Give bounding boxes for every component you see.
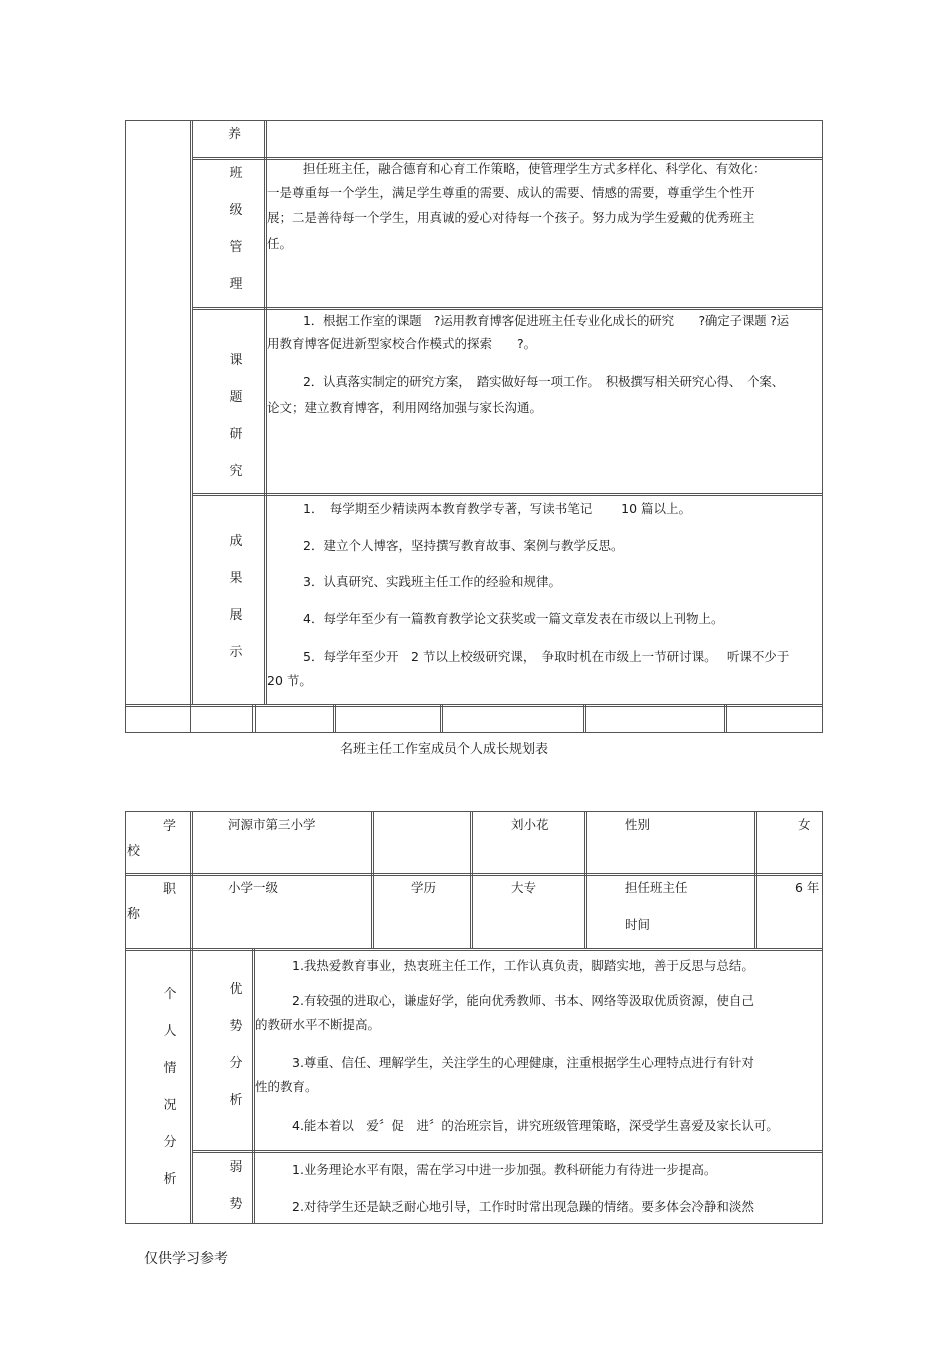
footer-note: 仅供学习参考 — [144, 1251, 228, 1267]
label-char: 课 — [229, 353, 243, 368]
label-char: 势 — [229, 1019, 243, 1034]
label-char: 势 — [229, 1197, 243, 1212]
headteacher-years: 6 年 — [795, 880, 820, 895]
research-item-1: 1．根据工作室的课题 ?运用教育博客促进班主任专业化成长的研究 ?确定子课题 ?运 — [303, 313, 789, 328]
strength-analysis-label — [216, 978, 256, 1108]
class-management-text: 展；二是善待每一个学生，用真诚的爱心对待每一个孩子。努力成为学生爱戴的优秀班主 — [267, 210, 755, 225]
title-value: 小学一级 — [228, 880, 279, 895]
label-char: 果 — [229, 571, 243, 586]
label-char: 究 — [229, 464, 243, 479]
label-char: 人 — [163, 1024, 177, 1039]
label-char: 展 — [229, 608, 243, 623]
name-value: 刘小花 — [511, 817, 549, 832]
research-item-1-cont: 用教育博客促进新型家校合作模式的探索 ?。 — [267, 336, 537, 351]
achievement-item: 5．每学年至少开 2 节以上校级研究课， 争取时机在市级上一节研讨课。 听课不少于 — [303, 649, 790, 664]
strength-item-cont: 的教研水平不断提高。 — [255, 1017, 381, 1032]
label-char: 管 — [229, 240, 243, 255]
label-char: 析 — [229, 1093, 243, 1108]
label-char: 情 — [163, 1061, 177, 1076]
label-char: 分 — [163, 1135, 177, 1150]
strength-item-cont: 性的教育。 — [255, 1079, 318, 1094]
education-label: 学历 — [411, 880, 437, 895]
row-label-yang: 养 — [228, 127, 242, 142]
label-char: 况 — [163, 1098, 177, 1113]
achievement-item: 2．建立个人博客，坚持撰写教育故事、案例与教学反思。 — [303, 538, 624, 553]
table-caption: 名班主任工作室成员个人成长规划表 — [340, 742, 549, 757]
strength-item: 1.我热爱教育事业，热衷班主任工作，工作认真负责，脚踏实地，善于反思与总结。 — [292, 958, 754, 973]
label-char: 弱 — [229, 1160, 243, 1175]
education-value: 大专 — [511, 880, 537, 895]
headteacher-label-2: 时间 — [625, 917, 651, 932]
strength-item: 3.尊重、信任、理解学生，关注学生的心理健康，注重根据学生心理特点进行有针对 — [292, 1055, 754, 1070]
achievement-item: 4．每学年至少有一篇教育教学论文获奖或一篇文章发表在市级以上刊物上。 — [303, 611, 724, 626]
label-char: 成 — [229, 534, 243, 549]
title-label-top: 职 — [163, 882, 177, 897]
weakness-label — [216, 1156, 256, 1216]
class-management-text: 一是尊重每一个学生，满足学生尊重的需要、成认的需要、情感的需要，尊重学生个性开 — [267, 185, 755, 200]
gender-label: 性别 — [625, 817, 651, 832]
headteacher-label: 担任班主任 — [625, 880, 688, 895]
label-char: 级 — [229, 203, 243, 218]
label-char: 班 — [229, 166, 243, 181]
research-item-2-cont: 论文；建立教育博客，利用网络加强与家长沟通。 — [267, 400, 543, 415]
school-label-top: 学 — [163, 819, 177, 834]
row-label-achievements — [216, 530, 256, 660]
gender-value: 女 — [798, 817, 811, 832]
label-char: 析 — [163, 1172, 177, 1187]
label-char: 研 — [229, 427, 243, 442]
class-management-text: 任。 — [267, 236, 293, 251]
label-char: 分 — [229, 1056, 243, 1071]
research-item-2: 2．认真落实制定的研究方案， 踏实做好每一项工作。 积极撰写相关研究心得、 个案、 — [303, 374, 785, 389]
label-char: 个 — [163, 987, 177, 1002]
label-char: 理 — [229, 277, 243, 292]
class-management-text: 担任班主任，融合德育和心育工作策略，使管理学生方式多样化、科学化、有效化： — [303, 161, 766, 176]
label-char: 优 — [229, 982, 243, 997]
achievement-item: 3．认真研究、实践班主任工作的经验和规律。 — [303, 574, 561, 589]
weakness-item: 1.业务理论水平有限，需在学习中进一步加强。教科研能力有待进一步提高。 — [292, 1162, 717, 1177]
title-label-bottom: 称 — [127, 907, 141, 922]
label-char: 示 — [229, 645, 243, 660]
achievement-item-cont: 20 节。 — [267, 673, 312, 688]
row-label-class-management — [216, 162, 256, 292]
achievement-item: 1． 每学期至少精读两本教育教学专著，写读书笔记 10 篇以上。 — [303, 501, 692, 516]
label-char: 题 — [229, 390, 243, 405]
weakness-item: 2.对待学生还是缺乏耐心地引导，工作时时常出现急躁的情绪。要多体会冷静和淡然 — [292, 1199, 754, 1214]
strength-item: 4.能本着以 爱〞促 进〞的治班宗旨，讲究班级管理策略，深受学生喜爱及家长认可。 — [292, 1118, 779, 1133]
school-value: 河源市第三小学 — [228, 817, 316, 832]
row-label-research — [216, 349, 256, 479]
school-label-bottom: 校 — [127, 844, 141, 859]
strength-item: 2.有较强的进取心，谦虚好学，能向优秀教师、书本、网络等汲取优质资源，使自己 — [292, 993, 754, 1008]
personal-analysis-label — [150, 983, 190, 1187]
